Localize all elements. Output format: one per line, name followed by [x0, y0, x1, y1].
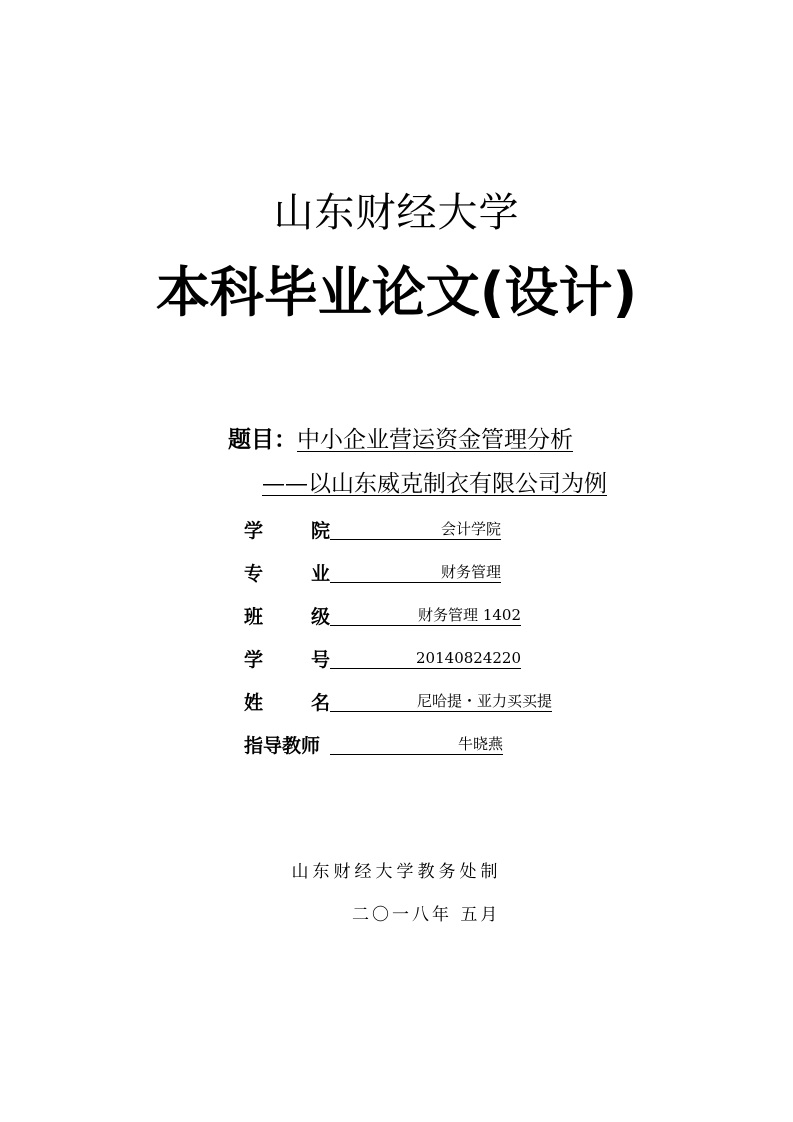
class-label: 班 级	[244, 606, 330, 628]
issuing-office: 山东财经大学教务处制	[291, 862, 502, 882]
topic-title: 中小企业营运资金管理分析	[297, 427, 573, 453]
topic-line	[228, 424, 573, 456]
topic-subtitle: ——以山东威克制衣有限公司为例	[262, 471, 607, 497]
college-label: 学 院	[244, 520, 330, 542]
college-value: 会计学院	[330, 519, 501, 540]
university-name: 山东财经大学	[273, 190, 520, 236]
info-row-college	[244, 508, 564, 551]
thesis-type-title: 本科毕业论文(设计)	[155, 261, 638, 324]
student-id-value: 20140824220	[330, 648, 521, 669]
advisor-label: 指导教师	[244, 735, 321, 757]
major-value: 财务管理	[330, 562, 501, 583]
major-label: 专 业	[244, 563, 330, 585]
info-row-student-id	[244, 637, 564, 680]
advisor-value: 牛晓燕	[330, 734, 503, 755]
student-id-label: 学 号	[244, 649, 330, 671]
topic-label: 题目：	[228, 427, 297, 453]
info-row-major	[244, 551, 564, 594]
issue-date: 二〇一八年 五月	[352, 905, 501, 925]
class-value: 财务管理 1402	[330, 605, 521, 626]
info-row-class	[244, 594, 564, 637]
name-value: 尼哈提・亚力买买提	[330, 691, 552, 712]
student-info-block	[244, 508, 564, 766]
name-label: 姓 名	[244, 692, 330, 714]
info-row-advisor	[244, 723, 564, 766]
info-row-name	[244, 680, 564, 723]
